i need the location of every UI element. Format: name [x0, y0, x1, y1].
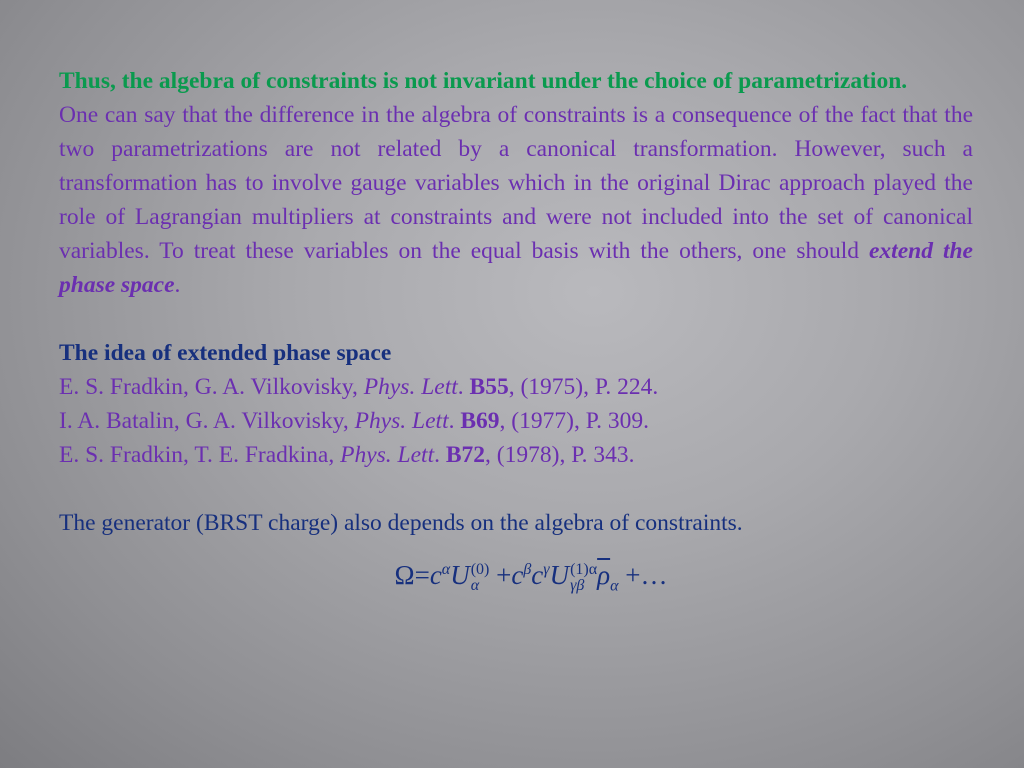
generator-sentence: The generator (BRST charge) also depends on the algebra of constraints.: [59, 510, 743, 536]
reference-authors: I. A. Batalin, G. A. Vilkovisky,: [59, 408, 355, 434]
references-title: The idea of extended phase space: [59, 340, 392, 366]
reference-authors: E. S. Fradkin, G. A. Vilkovisky,: [59, 374, 364, 400]
intro-paragraph-emphasis: extend the phase space: [59, 238, 973, 298]
intro-paragraph-end: .: [174, 272, 181, 298]
reference-authors: E. S. Fradkin, T. E. Fradkina,: [59, 442, 341, 468]
formula-sup: α: [441, 561, 451, 578]
reference-details: , (1975), P. 224.: [508, 374, 659, 400]
intro-heading: Thus, the algebra of constraints is not invariant under the choice of parametrization.: [59, 68, 908, 94]
formula-c: c: [511, 560, 524, 590]
reference-details: , (1977), P. 309.: [499, 408, 650, 434]
reference-item: I. A. Batalin, G. A. Vilkovisky, Phys. Lett. B69, (1977), P. 309.: [59, 408, 650, 434]
formula-upper-index: (0): [470, 560, 490, 578]
reference-details: , (1978), P. 343.: [485, 442, 635, 468]
reference-journal: Phys. Lett: [340, 442, 435, 468]
formula-lower-index: α: [470, 576, 480, 594]
reference-volume: B55: [469, 374, 509, 400]
formula-U: U: [450, 560, 470, 590]
formula-sup: β: [523, 561, 532, 578]
formula-indices: [471, 562, 490, 594]
formula-rho-bar: $\overline{\rho}$: [597, 560, 611, 590]
intro-paragraph: [59, 98, 973, 302]
reference-journal: Phys. Lett: [363, 374, 458, 400]
brst-formula: [59, 550, 973, 606]
formula-c: c: [531, 560, 544, 590]
formula-lower-index: γβ: [570, 576, 585, 594]
references-list: [59, 370, 973, 472]
formula-plus: +: [625, 560, 641, 590]
formula-U: U: [549, 560, 570, 590]
formula-sub: α: [610, 577, 619, 595]
formula-sup: γ: [543, 561, 550, 578]
reference-item: E. S. Fradkin, T. E. Fradkina, Phys. Lett. B72, (1978), P. 343.: [59, 442, 635, 468]
formula-indices: [570, 562, 597, 594]
formula-omega: Ω: [394, 560, 415, 590]
intro-paragraph-text: One can say that the difference in the algebra of constraints is a consequence of the fact that the two parametrizations are not related by a canonical transformation. However, such a transformation has to involve gauge variables which in the original Dirac approach played the role of Lagrangian multipliers at constraints and were not included into the set of canonical variables. To treat these variables on the equal basis with the others, one should: [59, 102, 973, 264]
reference-journal: Phys. Lett: [354, 408, 449, 434]
formula-c: c: [429, 560, 442, 590]
slide-content: [59, 64, 973, 606]
formula-equals: =: [414, 560, 430, 590]
reference-volume: B72: [445, 442, 486, 468]
formula-ellipsis: …: [640, 560, 668, 590]
reference-item: E. S. Fradkin, G. A. Vilkovisky, Phys. Lett. B55, (1975), P. 224.: [59, 374, 659, 400]
formula-plus: +: [496, 560, 512, 590]
formula-upper-index: (1)α: [570, 560, 598, 578]
reference-volume: B69: [460, 408, 500, 434]
